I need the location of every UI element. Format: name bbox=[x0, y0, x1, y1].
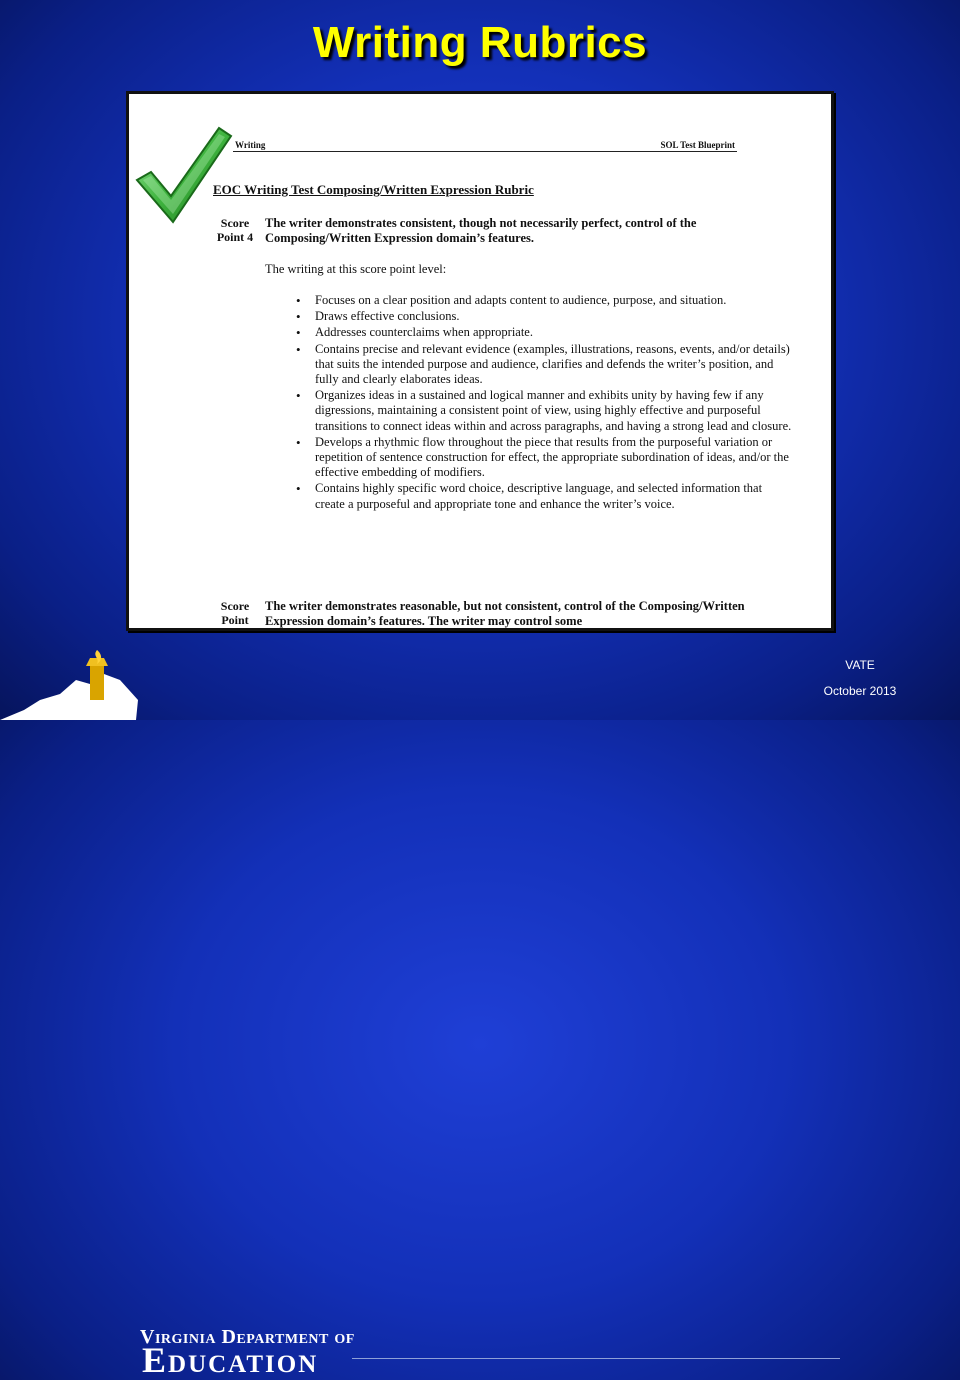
score-point-4-intro: The writing at this score point level: bbox=[265, 262, 447, 276]
criteria-item: • Organizes ideas in a sustained and logical manner and exhibits unity by having few if any digressions, maintaining a consistent point of view, using highly effective and purposeful transitions to connect ideas within and across paragraphs, and having a strong lead and closure. bbox=[315, 388, 795, 434]
score-point-3-description: The writer demonstrates reasonable, but not consistent, control of the Composing/Written Expression domain’s features. The writer may control some bbox=[265, 599, 745, 628]
doc-header-right: SOL Test Blueprint bbox=[660, 140, 735, 150]
footer-date: October 2013 bbox=[823, 684, 897, 698]
doc-heading: EOC Writing Test Composing/Written Expression Rubric bbox=[213, 182, 534, 197]
score-point-4-description: The writer demonstrates consistent, though not necessarily perfect, control of the Composing/Written Expression domain’s features. bbox=[265, 216, 697, 245]
criteria-item: • Addresses counterclaims when appropriate. bbox=[315, 325, 795, 340]
criteria-item: • Focuses on a clear position and adapts content to audience, purpose, and situation. bbox=[315, 293, 795, 308]
footer-rule bbox=[352, 1358, 840, 1359]
rubric-document bbox=[129, 94, 831, 628]
doc-header-rule bbox=[233, 151, 737, 152]
rubric-document-image bbox=[126, 91, 834, 631]
score-point-4-label: Score Point 4 bbox=[216, 216, 254, 244]
logo-text-bottom: Education bbox=[142, 1340, 319, 1380]
doc-header-left: Writing bbox=[235, 140, 266, 150]
criteria-item: • Develops a rhythmic flow throughout the piece that results from the purposeful variation or repetition of sentence construction for effect, the appropriate subordination of ideas, and/or the effective embedding of modifiers. bbox=[315, 435, 795, 481]
criteria-item: • Contains precise and relevant evidence (examples, illustrations, reasons, events, and/or details) that suits the intended purpose and audience, clarifies and defends the writer’s position, and fully and clearly elaborates ideas. bbox=[315, 342, 795, 388]
virginia-state-logo-icon bbox=[0, 650, 140, 720]
criteria-item: • Draws effective conclusions. bbox=[315, 309, 795, 324]
score-point-3-label: Score Point bbox=[220, 599, 250, 627]
logo-text-top: Virginia Department of bbox=[140, 1326, 355, 1348]
footer-org: VATE bbox=[845, 658, 875, 672]
score-point-4-criteria bbox=[265, 293, 795, 513]
slide-title: Writing Rubrics bbox=[312, 18, 648, 67]
criteria-item: • Contains highly specific word choice, descriptive language, and selected information that create a purposeful and appropriate tone and enhance the writer’s voice. bbox=[315, 481, 795, 511]
